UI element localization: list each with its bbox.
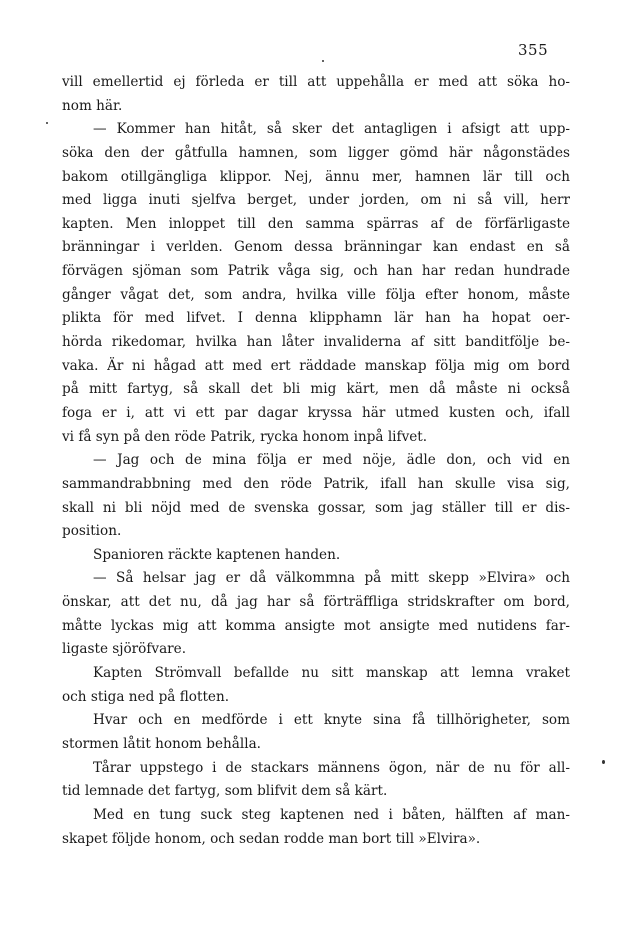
text-line: hörda rikedomar, hvilka han låter invaliderna af sitt banditfölje be- [62,334,570,351]
text-line: Spanioren räckte kaptenen handen. [93,546,341,563]
text-line: förvägen sjöman som Patrik våga sig, och han har redan hundrade [62,263,570,280]
text-line: bränningar i verlden. Genom dessa bränningar kan endast en så [62,239,570,256]
text-line: skall ni bli nöjd med de svenska gossar, som jag ställer till er dis- [62,499,570,516]
text-line: vaka. Är ni hågad att med ert räddade manskap följa mig om bord [62,357,570,374]
page-number: 355 [518,41,549,59]
scan-speck [322,60,324,62]
text-line: position. [62,523,122,540]
text-line: bakom otillgängliga klippor. Nej, ännu mer, hamnen lär till och [62,168,570,185]
body-text [62,71,570,851]
text-line: och stiga ned på flotten. [62,688,230,705]
text-line: Kapten Strömvall befallde nu sitt manskap att lemna vraket [93,665,570,682]
text-line: på mitt fartyg, så skall det bli mig kärt, men då måste ni också [62,381,570,398]
text-line: gånger vågat det, som andra, hvilka ville följa efter honom, måste [62,286,570,303]
text-line: Hvar och en medförde i ett knyte sina få tillhörigheter, som [93,712,570,729]
text-line: Tårar uppstego i de stackars männens ögon, när de nu för all- [93,759,570,776]
text-line: — Jag och de mina följa er med nöje, ädle don, och vid en [93,452,570,469]
text-line: skapet följde honom, och sedan rodde man bort till »Elvira». [62,830,481,847]
text-line: önskar, att det nu, då jag har så förträffliga stridskrafter om bord, [62,594,570,611]
scan-speck [602,760,605,764]
text-line: måtte lyckas mig att komma ansigte mot ansigte med nutidens far- [62,617,570,634]
text-line: sammandrabbning med den röde Patrik, ifall han skulle visa sig, [62,475,570,492]
text-line: kapten. Men inloppet till den samma spärras af de förfärligaste [62,215,570,232]
text-line: ligaste sjöröfvare. [62,641,187,658]
text-line: plikta för med lifvet. I denna klipphamn lär han ha hopat oer- [62,310,570,327]
text-line: nom här. [62,97,123,114]
text-line: tid lemnade det fartyg, som blifvit dem så kärt. [62,783,388,800]
text-line: Med en tung suck steg kaptenen ned i båten, hälften af man- [93,806,570,823]
text-line: vi få syn på den röde Patrik, rycka honom inpå lifvet. [62,428,428,445]
text-line: foga er i, att vi ett par dagar kryssa här utmed kusten och, ifall [62,404,570,421]
text-line: söka den der gåtfulla hamnen, som ligger gömd här någonstädes [62,144,570,161]
text-line: vill emellertid ej förleda er till att uppehålla er med att söka ho- [62,74,570,90]
scan-speck [46,122,48,124]
text-line: — Så helsar jag er då välkommna på mitt skepp »Elvira» och [93,570,570,587]
text-line: med ligga inuti sjelfva berget, under jorden, om ni så vill, herr [62,192,570,209]
text-line: — Kommer han hitåt, så sker det antagligen i afsigt att upp- [93,121,570,138]
text-line: stormen låtit honom behålla. [62,735,261,752]
